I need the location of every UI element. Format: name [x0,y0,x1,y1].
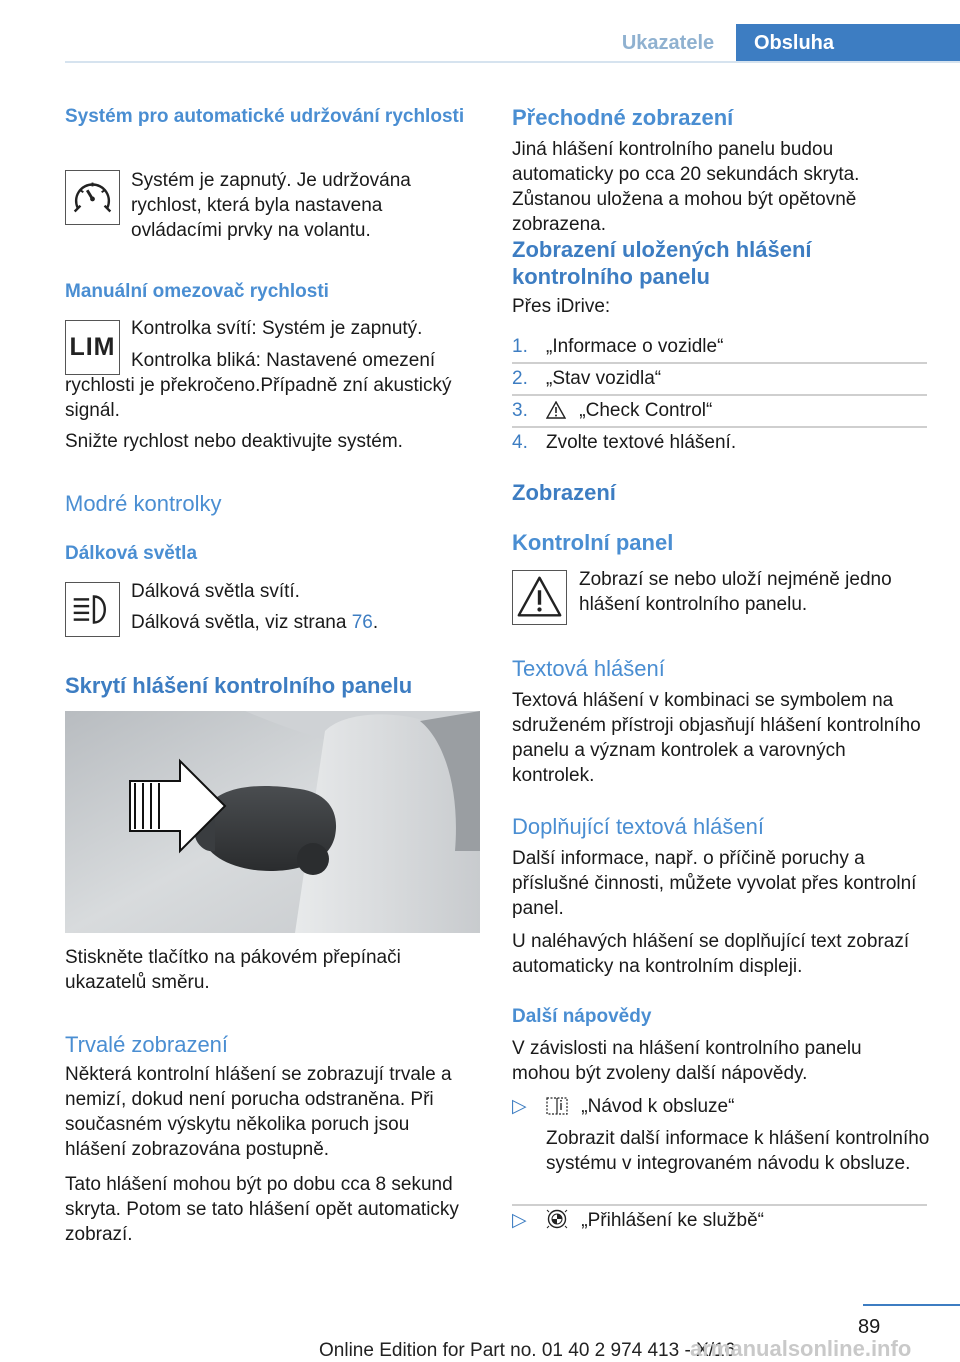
step-4-number: 4. [512,432,528,453]
cruise-heading: Systém pro automatické udržování rychlosti [65,106,465,127]
bullet-1-row[interactable] [546,1094,734,1122]
manual-book-icon [546,1097,568,1122]
step-3-number: 3. [512,400,528,421]
supp-heading: Doplňující textová hlášení [512,814,764,839]
lim-icon: LIM [65,320,120,375]
bmw-service-icon [546,1209,568,1236]
speedometer-icon [65,170,120,225]
highbeam-text2-pre: Dálková světla, viz strana [131,612,352,633]
supp-text2: U naléhavých hlášení se doplňující text zobrazí automaticky na kontrolním displeji. [512,931,910,977]
highbeam-heading: Dálková světla [65,543,198,564]
watermark: armanualsonline.info [690,1336,912,1361]
bullet-marker: ▷ [512,1210,527,1231]
step-divider [512,426,927,428]
step-4-text: Zvolte textové hlášení. [546,432,737,453]
bullet-1-text: „Návod k obsluze“ [581,1096,735,1117]
page-number: 89 [858,1316,881,1338]
footer-divider [863,1304,960,1306]
page-76-link[interactable]: 76 [351,612,373,633]
tab-ukazatele[interactable]: Ukazatele [621,32,715,54]
bullet-2-text: „Přihlášení ke službě“ [581,1210,764,1231]
warning-triangle-icon [512,570,567,625]
highbeam-text2 [131,610,476,635]
step-1-number: 1. [512,336,528,357]
panel-heading: Kontrolní panel [512,530,674,555]
step-3-row [546,398,712,426]
warning-small-icon [546,401,566,426]
hide-heading: Skrytí hlášení kontrolního panelu [65,673,413,698]
highbeam-text1: Dálková světla svítí. [131,581,300,602]
highbeam-text2-post: . [372,612,379,633]
manual-text3: Snižte rychlost nebo deaktivujte systém. [65,431,403,452]
step-2-number: 2. [512,368,528,389]
transitional-heading: Přechodné zobrazení [512,105,734,130]
footer-edition: Online Edition for Part no. 01 40 2 974 413 - X/16 [319,1340,736,1361]
manual-heading: Manuální omezovač rychlosti [65,281,329,302]
step-3-text: „Check Control“ [579,400,713,421]
textmsg-text: Textová hlášení v kombinaci se symbolem na sdruženém přístroji objasňují hlášení kontrolního panelu a význam kontrolek a varovných kontrolek. [512,690,921,786]
header-divider [65,61,960,63]
high-beam-icon [65,582,120,637]
textmsg-heading: Textová hlášení [512,656,665,681]
cruise-text: Systém je zapnutý. Je udržována rychlost, která byla nastavena ovládacími prvky na volantu. [131,170,411,241]
transitional-text: Jiná hlášení kontrolního panelu budou automaticky po cca 20 sekundách skryta. Zůstanou uložena a mohou být opětovně zobrazena. [512,139,860,235]
bullet-2-row[interactable] [546,1208,764,1236]
bullet-1-sub: Zobrazit další informace k hlášení kontrolního systému v integrovaném návodu k obsluze. [546,1128,930,1174]
help-text: V závislosti na hlášení kontrolního panelu mohou být zvoleny další nápovědy. [512,1038,862,1084]
step-divider [512,362,927,364]
blue-heading: Modré kontrolky [65,491,222,516]
bullet-divider [512,1204,927,1206]
help-heading: Další nápovědy [512,1006,652,1027]
supp-text1: Další informace, např. o příčině poruchy a příslušné činnosti, můžete vyvolat přes kontrolní panel. [512,848,917,919]
step-divider [512,394,927,396]
via-idrive: Přes iDrive: [512,296,611,317]
manual-text2: Kontrolka bliká: Nastavené omezení rychlosti je překročeno.Případně zní akustický signál. [65,350,452,421]
permanent-text1: Některá kontrolní hlášení se zobrazují trvale a nemizí, dokud není porucha odstraněna. Při současném výskytu několika poruch jsou hlášení zobrazována postupně. [65,1064,452,1160]
display-heading: Zobrazení [512,480,616,505]
stored-heading: Zobrazení uložených hlášení kontrolního panelu [512,237,812,289]
turn-signal-lever-photo [65,711,480,933]
tab-obsluha[interactable]: Obsluha [736,24,960,62]
bullet-marker: ▷ [512,1096,527,1117]
photo-caption: Stiskněte tlačítko na pákovém přepínači ukazatelů směru. [65,947,401,993]
permanent-text2: Tato hlášení mohou být po dobu cca 8 sekund skryta. Potom se tato hlášení opět automaticky zobrazí. [65,1174,459,1245]
step-2-text: „Stav vozidla“ [546,368,662,389]
step-1-text: „Informace o vozidle“ [546,336,724,357]
manual-text1: Kontrolka svítí: Systém je zapnutý. [131,318,423,339]
panel-text: Zobrazí se nebo uloží nejméně jedno hlášení kontrolního panelu. [579,569,892,615]
permanent-heading: Trvalé zobrazení [65,1032,229,1057]
